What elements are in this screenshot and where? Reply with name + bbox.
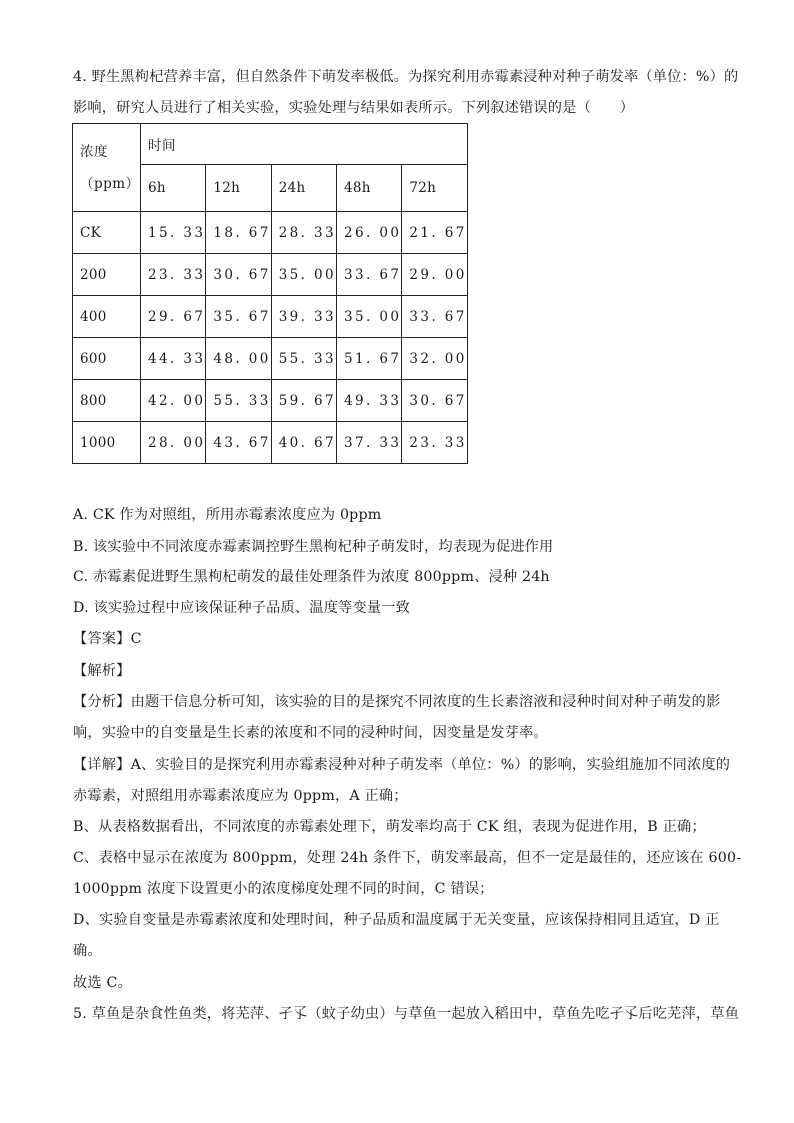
- table-cell: 28. 00: [141, 422, 206, 464]
- time-header-72h: 72h: [402, 165, 467, 212]
- row-label: 200: [73, 254, 141, 296]
- detail-line-d2: 确。: [73, 943, 102, 959]
- q4-stem-line1: 4. 野生黑枸杞营养丰富，但自然条件下萌发率极低。为探究利用赤霉素浸种对种子萌发率（单位：%）的: [73, 69, 739, 85]
- table-cell: 29. 00: [402, 254, 467, 296]
- table-cell: 35. 67: [206, 296, 271, 338]
- detail-text-a1: A、实验目的是探究利用赤霉素浸种对种子萌发率（单位：%）的影响，实验组施加不同浓度的: [130, 757, 731, 773]
- germination-table: [72, 123, 468, 464]
- analysis-line1: [73, 692, 720, 712]
- detail-line-d1: D、实验自变量是赤霉素浓度和处理时间，种子品质和温度属于无关变量，应该保持相同且适宜，D 正: [73, 912, 720, 928]
- option-a: A. CK 作为对照组，所用赤霉素浓度应为 0ppm: [73, 507, 382, 523]
- table-cell: 55. 33: [271, 338, 336, 380]
- table-cell: 51. 67: [337, 338, 402, 380]
- table-cell: 43. 67: [206, 422, 271, 464]
- table-cell: 23. 33: [141, 254, 206, 296]
- table-cell: 59. 67: [271, 380, 336, 422]
- table-cell: 39. 33: [271, 296, 336, 338]
- q5-stem-line1: 5. 草鱼是杂食性鱼类，将芜萍、孑孓（蚊子幼虫）与草鱼一起放入稻田中，草鱼先吃孑孓后吃芜萍，草鱼: [73, 1006, 740, 1022]
- table-row: [73, 296, 468, 338]
- row-label: 400: [73, 296, 141, 338]
- table-cell: 18. 67: [206, 212, 271, 254]
- table-cell: 49. 33: [337, 380, 402, 422]
- table-cell: 29. 67: [141, 296, 206, 338]
- option-b: B. 该实验中不同浓度赤霉素调控野生黑枸杞种子萌发时，均表现为促进作用: [73, 539, 554, 555]
- time-label: 时间: [148, 138, 176, 154]
- row-label: CK: [73, 212, 141, 254]
- option-d: D. 该实验过程中应该保证种子品质、温度等变量一致: [73, 600, 411, 616]
- table-cell: 15. 33: [141, 212, 206, 254]
- detail-line-a2: 赤霉素，对照组用赤霉素浓度应为 0ppm，A 正确；: [73, 788, 408, 804]
- table-cell: 35. 00: [337, 296, 402, 338]
- table-cell: 33. 67: [337, 254, 402, 296]
- table-row: [73, 380, 468, 422]
- q4-stem-line2: 影响，研究人员进行了相关实验，实验处理与结果如表所示。下列叙述错误的是（ ）: [73, 100, 635, 116]
- table-cell: 30. 67: [206, 254, 271, 296]
- table-cell: 44. 33: [141, 338, 206, 380]
- table-cell: 40. 67: [271, 422, 336, 464]
- table-row: [73, 338, 468, 380]
- table-cell: 55. 33: [206, 380, 271, 422]
- detail-label: 【详解】: [73, 757, 131, 773]
- analysis-text1: 由题干信息分析可知，该实验的目的是探究不同浓度的生长素溶液和浸种时间对种子萌发的影: [130, 694, 721, 710]
- table-cell: 37. 33: [337, 422, 402, 464]
- concentration-header-cell: [73, 124, 141, 212]
- answer-line: [73, 629, 142, 649]
- detail-line-c1: C、表格中显示在浓度为 800ppm，处理 24h 条件下，萌发率最高，但不一定是最佳的，还应该在 600-: [73, 850, 742, 866]
- answer-label: 【答案】: [73, 631, 131, 647]
- table-cell: 33. 67: [402, 296, 467, 338]
- table-row: [73, 212, 468, 254]
- time-header-12h: 12h: [206, 165, 271, 212]
- table-cell: 26. 00: [337, 212, 402, 254]
- row-label: 600: [73, 338, 141, 380]
- row-label: 800: [73, 380, 141, 422]
- time-header-6h: 6h: [141, 165, 206, 212]
- conclusion-line: 故选 C。: [73, 975, 132, 991]
- table-row: [73, 254, 468, 296]
- table-cell: 48. 00: [206, 338, 271, 380]
- concentration-unit: （ppm）: [80, 175, 140, 192]
- detail-line-c2: 1000ppm 浓度下设置更小的浓度梯度处理不同的时间，C 错误；: [73, 881, 494, 897]
- time-header-48h: 48h: [337, 165, 402, 212]
- detail-line-a1: [73, 755, 730, 775]
- time-header-24h: 24h: [271, 165, 336, 212]
- answer-value: C: [130, 631, 142, 647]
- option-c: C. 赤霉素促进野生黑枸杞萌发的最佳处理条件为浓度 800ppm、浸种 24h: [73, 569, 550, 585]
- time-header-cell: [141, 124, 468, 165]
- analysis-line2: 响，实验中的自变量是生长素的浓度和不同的浸种时间，因变量是发芽率。: [73, 725, 548, 741]
- concentration-label: 浓度: [80, 143, 108, 160]
- table-cell: 35. 00: [271, 254, 336, 296]
- table-cell: 21. 67: [402, 212, 467, 254]
- table-cell: 30. 67: [402, 380, 467, 422]
- table-cell: 23. 33: [402, 422, 467, 464]
- table-cell: 32. 00: [402, 338, 467, 380]
- row-label: 1000: [73, 422, 141, 464]
- detail-line-b: B、从表格数据看出，不同浓度的赤霉素处理下，萌发率均高于 CK 组，表现为促进作用，B 正确；: [73, 819, 706, 835]
- table-cell: 42. 00: [141, 380, 206, 422]
- analysis-sublabel: 【分析】: [73, 694, 131, 710]
- table-cell: 28. 33: [271, 212, 336, 254]
- analysis-label: 【解析】: [73, 663, 131, 679]
- table-row: [73, 422, 468, 464]
